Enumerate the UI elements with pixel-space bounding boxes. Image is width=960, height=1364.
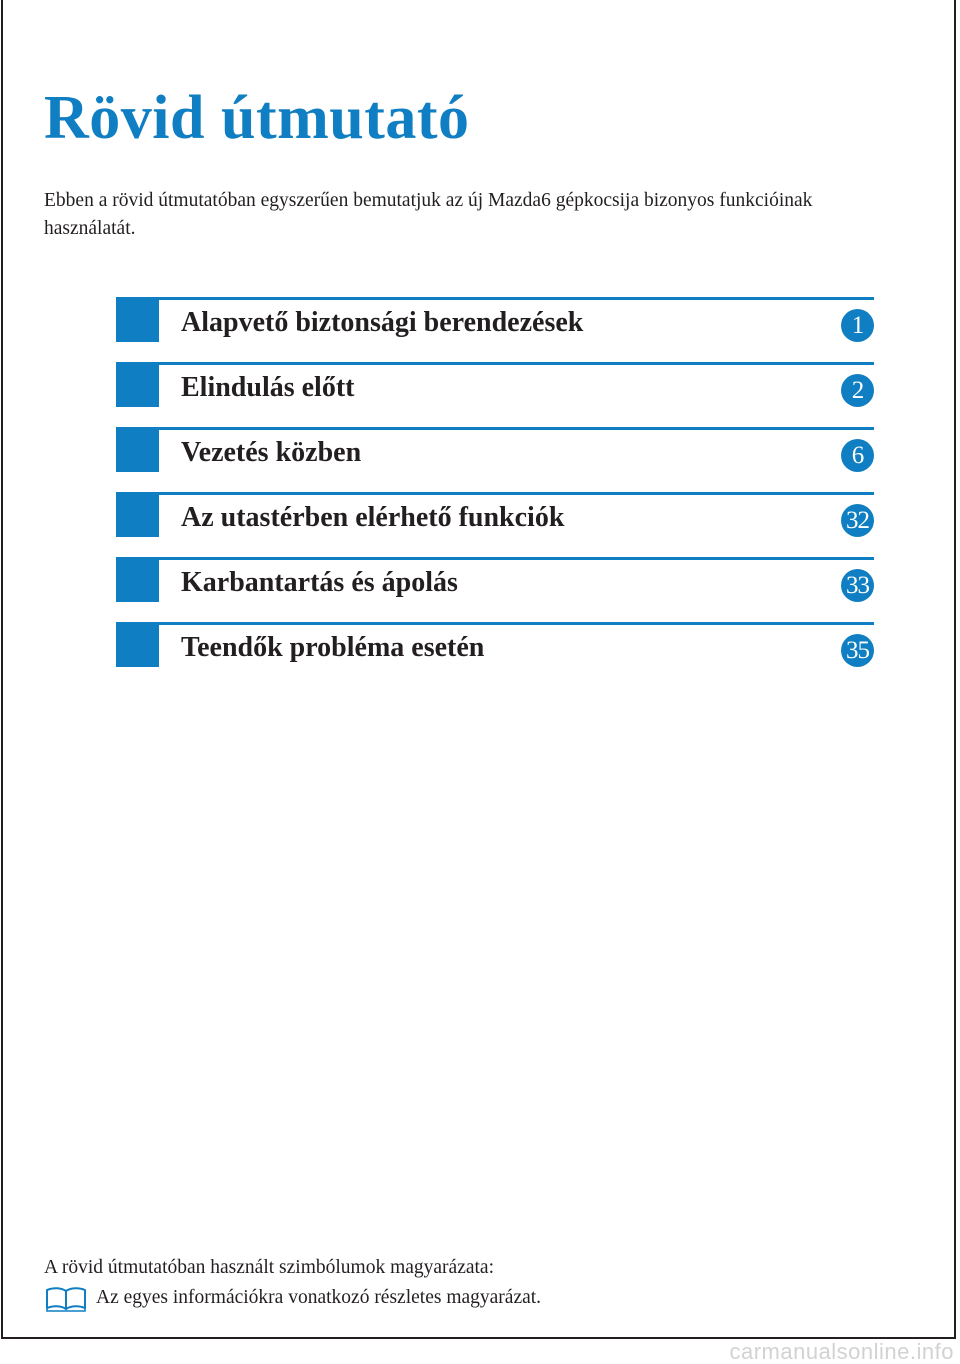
toc-page-number: 1 [841, 309, 874, 342]
legend-heading: A rövid útmutatóban használt szimbólumok magyarázata: [44, 1257, 495, 1278]
toc-item-label: Teendők probléma esetén [181, 632, 485, 663]
watermark: carmanualsonline.info [729, 1339, 954, 1364]
toc-item-while-driving[interactable] [116, 427, 874, 492]
toc-page-number: 33 [841, 569, 874, 602]
toc-item-label: Vezetés közben [181, 437, 362, 468]
toc-page-number: 6 [841, 439, 874, 472]
table-of-contents [116, 297, 874, 687]
toc-marker [116, 625, 159, 667]
intro-paragraph: Ebben a rövid útmutatóban egyszerűen bemutatjuk az új Mazda6 gépkocsija bizonyos funkcióinak használatát. [44, 190, 813, 239]
toc-item-safety-equipment[interactable] [116, 297, 874, 362]
toc-item-label: Karbantartás és ápolás [181, 567, 458, 598]
toc-rule [116, 622, 874, 625]
toc-page-number: 35 [841, 634, 874, 667]
toc-item-maintenance[interactable] [116, 557, 874, 622]
book-icon [44, 1286, 88, 1312]
page-title: Rövid útmutató [44, 84, 470, 152]
toc-page-number: 2 [841, 374, 874, 407]
toc-marker [116, 430, 159, 472]
toc-rule [116, 297, 874, 300]
toc-item-label: Elindulás előtt [181, 372, 355, 403]
toc-item-label: Az utastérben elérhető funkciók [181, 502, 565, 533]
toc-item-interior-features[interactable] [116, 492, 874, 557]
toc-marker [116, 495, 159, 537]
toc-marker [116, 300, 159, 342]
toc-rule [116, 362, 874, 365]
toc-rule [116, 427, 874, 430]
toc-rule [116, 557, 874, 560]
legend-item-text: Az egyes információkra vonatkozó részletes magyarázat. [96, 1287, 542, 1308]
toc-item-label: Alapvető biztonsági berendezések [181, 307, 584, 338]
toc-item-troubleshooting[interactable] [116, 622, 874, 687]
toc-marker [116, 365, 159, 407]
toc-rule [116, 492, 874, 495]
toc-item-before-driving[interactable] [116, 362, 874, 427]
toc-marker [116, 560, 159, 602]
toc-page-number: 32 [841, 504, 874, 537]
